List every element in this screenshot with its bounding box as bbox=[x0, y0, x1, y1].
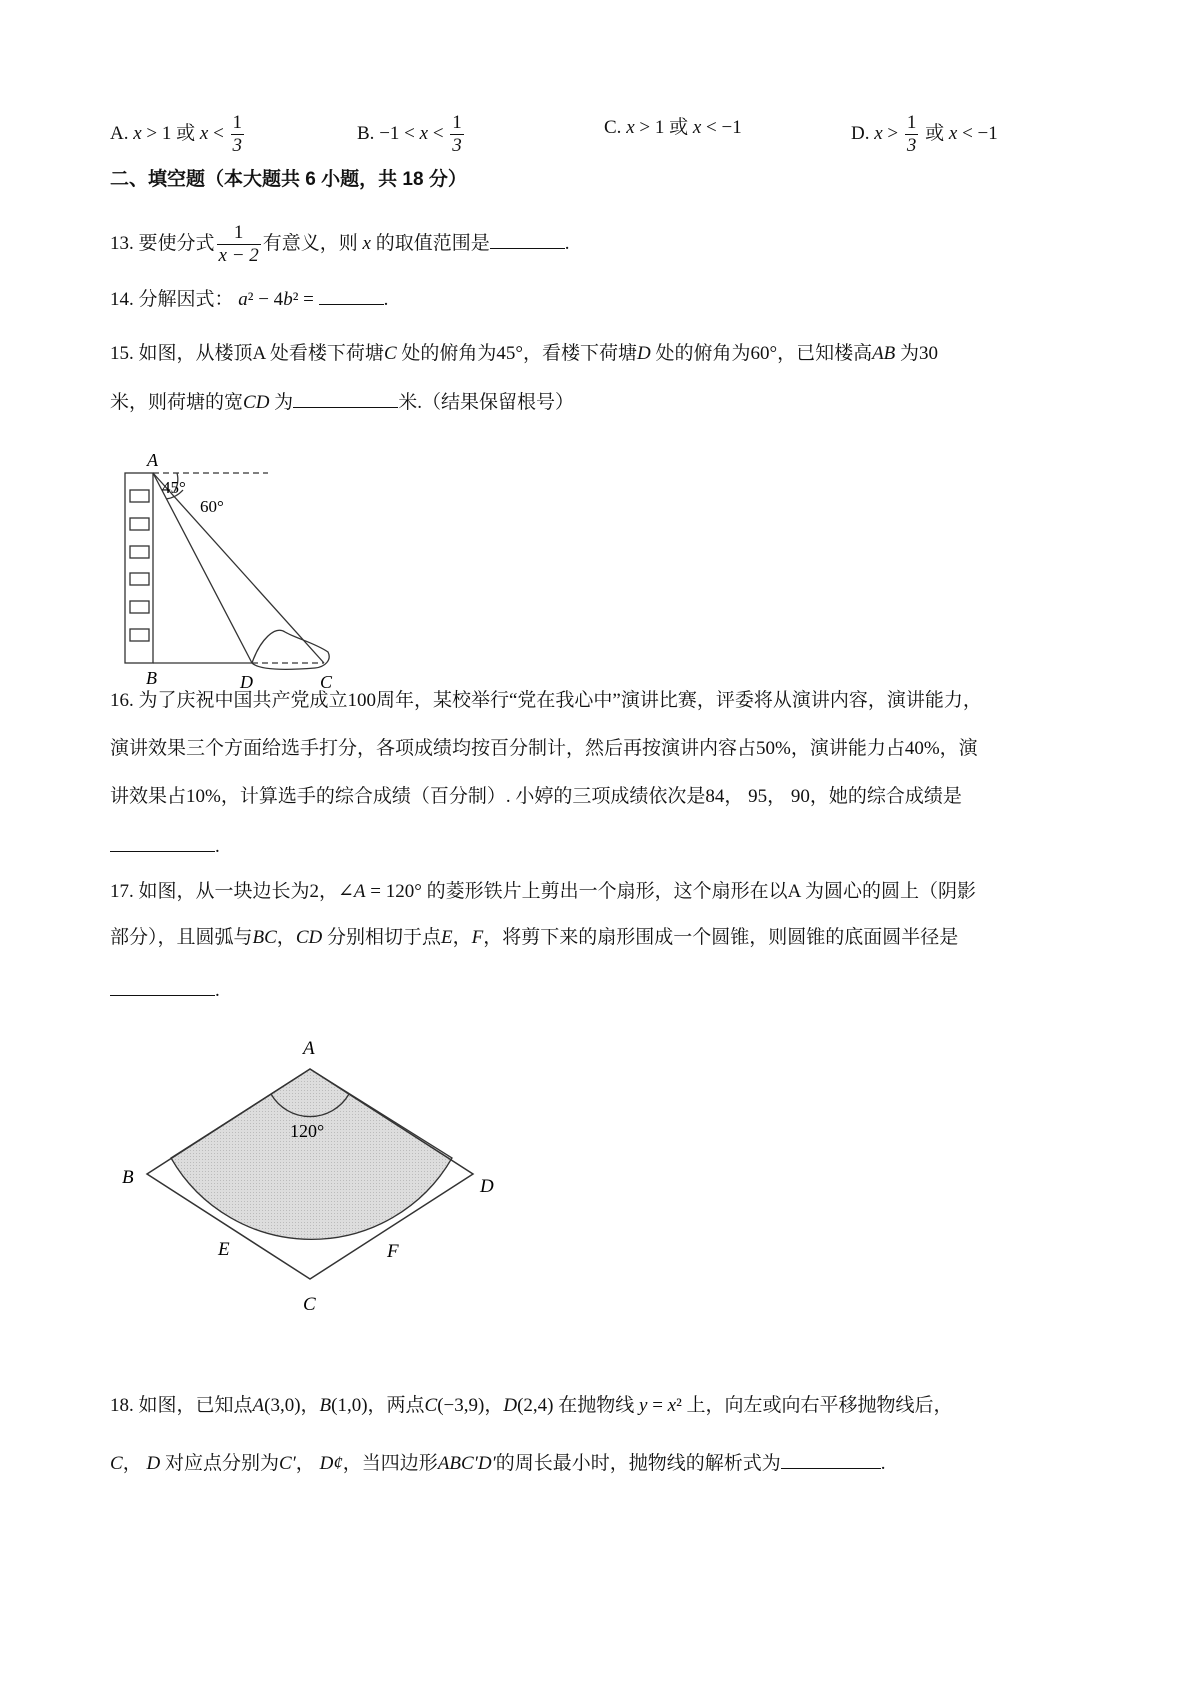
text-segment: 处的俯角为45°，看楼下荷塘 bbox=[396, 343, 637, 364]
text-segment: (2,4) 在抛物线 bbox=[517, 1395, 639, 1416]
text-segment: < bbox=[208, 122, 229, 144]
text-segment: ， bbox=[276, 927, 296, 948]
math-text: x bbox=[948, 122, 958, 144]
text-line bbox=[110, 286, 388, 312]
text-segment: > bbox=[882, 122, 903, 144]
text-segment: = bbox=[647, 1395, 668, 1416]
text-segment: ， bbox=[295, 1453, 320, 1474]
label-b: B bbox=[146, 668, 157, 688]
fraction bbox=[231, 112, 245, 157]
math-text: x bbox=[626, 117, 635, 138]
math-text: y bbox=[639, 1395, 648, 1416]
text-segment: 或 bbox=[920, 122, 949, 144]
math-text: x bbox=[874, 122, 883, 144]
angle-60: 60° bbox=[200, 497, 224, 516]
answer-blank[interactable] bbox=[293, 389, 398, 408]
text-segment: (1,0)，两点 bbox=[331, 1395, 425, 1416]
fraction-numerator: 1 bbox=[217, 222, 261, 245]
text-segment: > 1 或 bbox=[141, 122, 200, 144]
math-text: A bbox=[353, 881, 366, 902]
fraction-denominator: x − 2 bbox=[218, 245, 259, 266]
label-f: F bbox=[387, 1241, 399, 1262]
text-segment: 讲效果占10%，计算选手的综合成绩（百分制）. 小婷的三项成绩依次是84， 95， 90，她的综合成绩是 bbox=[110, 786, 962, 807]
label-c: C bbox=[303, 1294, 316, 1315]
figure-building-pond bbox=[100, 440, 360, 692]
angle-45: 45° bbox=[162, 478, 186, 497]
fraction bbox=[905, 112, 919, 157]
text-line bbox=[110, 833, 220, 859]
text-line bbox=[110, 689, 982, 713]
option-label: A. bbox=[110, 122, 134, 144]
math-text: D bbox=[503, 1395, 518, 1416]
text-line bbox=[110, 1450, 886, 1476]
fraction-denominator: 3 bbox=[232, 135, 243, 156]
text-segment: ，当四边形 bbox=[342, 1453, 438, 1474]
text-segment: 的周长最小时，抛物线的解析式为 bbox=[495, 1453, 781, 1474]
math-text: A bbox=[252, 1395, 265, 1416]
math-text: CD bbox=[295, 927, 323, 948]
text-segment: 13. 要使分式 bbox=[110, 232, 215, 254]
text-segment: < bbox=[428, 122, 449, 144]
text-segment: −1 < bbox=[379, 122, 420, 144]
label-c: C bbox=[320, 672, 333, 692]
text-segment: . bbox=[880, 1453, 886, 1474]
fraction-numerator: 1 bbox=[906, 112, 917, 133]
text-segment: > 1 或 bbox=[634, 117, 693, 138]
answer-blank[interactable] bbox=[781, 1450, 881, 1469]
fraction bbox=[217, 222, 261, 267]
text-segment: 米，则荷塘的宽 bbox=[110, 392, 244, 413]
text-segment: (−3,9)， bbox=[437, 1395, 504, 1416]
math-text: x bbox=[362, 232, 371, 254]
fraction-numerator: 1 bbox=[232, 112, 243, 133]
text-segment: 有意义，则 bbox=[262, 232, 363, 254]
text-segment: 分别相切于点 bbox=[322, 927, 441, 948]
text-segment: . bbox=[215, 980, 220, 1001]
math-text: x bbox=[667, 1395, 677, 1416]
math-text: x bbox=[133, 122, 142, 144]
fraction bbox=[450, 112, 464, 157]
text-segment: 17. 如图，从一块边长为2，∠ bbox=[110, 881, 354, 902]
figure-rhombus-sector bbox=[100, 1030, 550, 1330]
math-text: C bbox=[383, 343, 397, 364]
math-text: B bbox=[319, 1395, 332, 1416]
answer-option-a bbox=[110, 112, 246, 157]
sightline-ac bbox=[153, 473, 324, 663]
answer-option-b bbox=[357, 112, 466, 157]
label-a: A bbox=[303, 1038, 315, 1059]
math-text: C bbox=[424, 1395, 438, 1416]
text-line bbox=[110, 737, 978, 761]
label-d: D bbox=[240, 672, 253, 692]
text-segment: 为30 bbox=[895, 343, 939, 364]
text-segment: ² = bbox=[292, 289, 319, 310]
answer-option-d bbox=[851, 112, 998, 157]
text-line bbox=[110, 342, 938, 366]
text-segment: = 120° 的菱形铁片上剪出一个扇形，这个扇形在以A 为圆心的圆上（阴影 bbox=[365, 881, 977, 902]
text-segment: ， bbox=[452, 927, 472, 948]
option-label: D. bbox=[851, 122, 875, 144]
label-d: D bbox=[480, 1176, 494, 1197]
text-segment: ² 上，向左或向右平移抛物线后， bbox=[676, 1395, 953, 1416]
math-text: C bbox=[110, 1453, 123, 1474]
text-line bbox=[110, 1394, 953, 1418]
text-segment: 米.（结果保留根号） bbox=[398, 392, 574, 413]
text-segment: < −1 bbox=[701, 117, 742, 138]
text-segment: 15. 如图，从楼顶A 处看楼下荷塘 bbox=[110, 343, 384, 364]
math-text: b bbox=[283, 289, 293, 310]
math-text: D bbox=[636, 343, 651, 364]
text-segment: 为 bbox=[269, 392, 294, 413]
text-line bbox=[110, 977, 220, 1003]
text-line bbox=[110, 785, 962, 809]
math-text: AB bbox=[872, 343, 896, 364]
text-segment: 14. 分解因式： bbox=[110, 289, 239, 310]
building-windows bbox=[130, 490, 149, 641]
text-segment: 对应点分别为 bbox=[160, 1453, 279, 1474]
text-line bbox=[110, 880, 976, 904]
text-segment: (3,0)， bbox=[264, 1395, 320, 1416]
answer-blank[interactable] bbox=[110, 833, 215, 852]
math-text: x bbox=[419, 122, 429, 144]
text-line bbox=[110, 926, 958, 950]
text-segment: ， bbox=[122, 1453, 147, 1474]
angle-120: 120° bbox=[290, 1121, 325, 1141]
option-label: C. bbox=[604, 117, 627, 138]
text-line bbox=[110, 222, 570, 267]
text-line bbox=[110, 389, 574, 415]
text-segment: 18. 如图，已知点 bbox=[110, 1395, 253, 1416]
math-text: E bbox=[440, 927, 453, 948]
fraction-numerator: 1 bbox=[452, 112, 462, 133]
text-segment: . bbox=[564, 232, 570, 254]
math-text: CD bbox=[243, 392, 270, 413]
text-segment: 部分），且圆弧与 bbox=[110, 927, 253, 948]
answer-blank[interactable] bbox=[490, 230, 565, 249]
answer-blank[interactable] bbox=[319, 286, 384, 305]
answer-option-c bbox=[604, 112, 742, 139]
math-text: D¢ bbox=[319, 1453, 343, 1474]
text-segment: < −1 bbox=[957, 122, 998, 144]
answer-blank[interactable] bbox=[110, 977, 215, 996]
label-a: A bbox=[147, 450, 158, 470]
text-segment: . bbox=[383, 289, 389, 310]
fraction-denominator: 3 bbox=[452, 135, 462, 156]
math-text: ABC′D′ bbox=[437, 1453, 496, 1474]
math-text: BC bbox=[252, 927, 277, 948]
text-segment: . bbox=[215, 836, 220, 857]
option-label: B. bbox=[357, 122, 380, 144]
math-text: a bbox=[238, 289, 248, 310]
math-text: x bbox=[692, 117, 702, 138]
fraction-denominator: 3 bbox=[906, 135, 917, 156]
math-text: C′ bbox=[278, 1453, 296, 1474]
text-segment: 的取值范围是 bbox=[370, 232, 490, 254]
label-e: E bbox=[218, 1239, 230, 1260]
text-segment: 处的俯角为60°，已知楼高 bbox=[650, 343, 873, 364]
label-b: B bbox=[122, 1167, 134, 1188]
text-segment: 演讲效果三个方面给选手打分，各项成绩均按百分制计，然后再按演讲内容占50%，演讲能力占40%，演 bbox=[110, 738, 978, 759]
text-segment: 16. 为了庆祝中国共产党成立100周年，某校举行“党在我心中”演讲比赛，评委将从演讲内容，演讲能力， bbox=[110, 690, 982, 711]
text-segment: ² − 4 bbox=[247, 289, 284, 310]
text-segment: ，将剪下来的扇形围成一个圆锥，则圆锥的底面圆半径是 bbox=[483, 927, 959, 948]
section-heading: 二、填空题（本大题共 6 小题，共 18 分） bbox=[110, 169, 467, 190]
math-text: x bbox=[199, 122, 209, 144]
math-text: F bbox=[471, 927, 484, 948]
math-text: D bbox=[146, 1453, 161, 1474]
